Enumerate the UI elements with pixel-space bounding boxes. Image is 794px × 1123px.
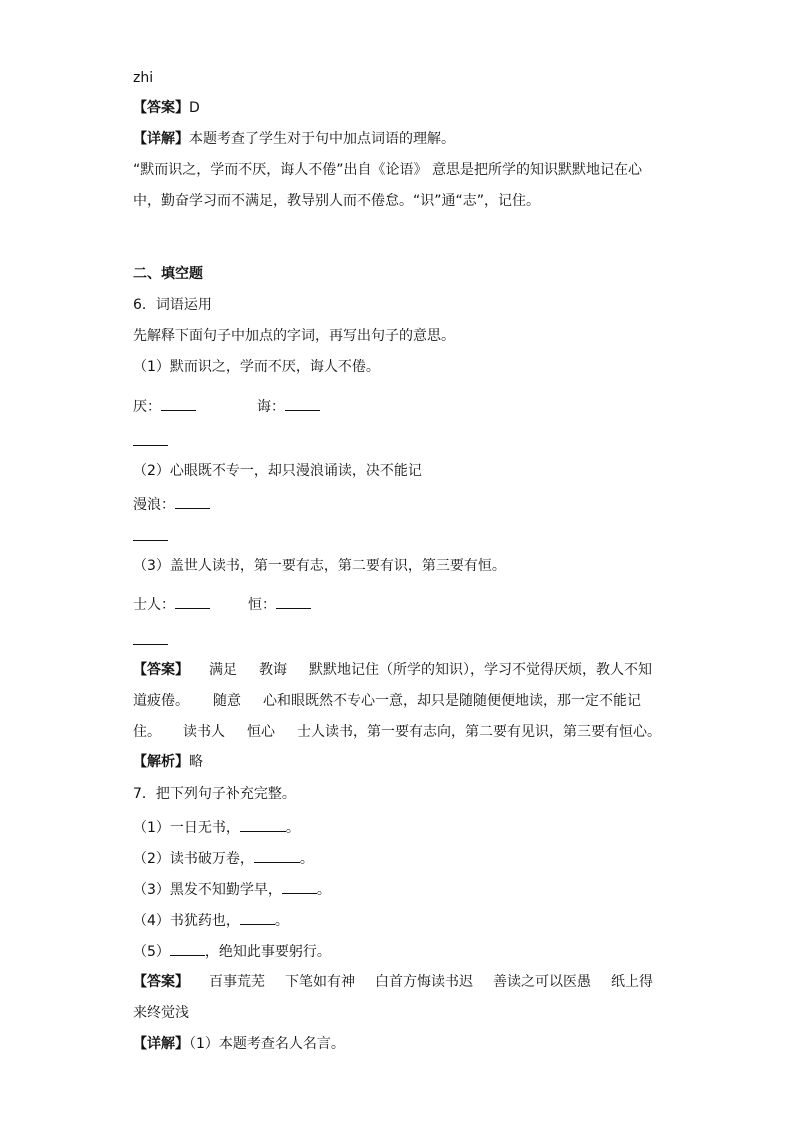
q7-item-text: （3）黑发不知勤学早，: [133, 882, 282, 898]
q6-blanks-1: [133, 395, 320, 417]
answer-line: [133, 98, 200, 118]
q7-item-text: （4）书犹药也，: [133, 913, 240, 929]
period: 。: [274, 913, 289, 929]
blank-label: 诲：: [257, 399, 285, 415]
explanation-line-2: 中，勤奋学习而不满足，教导别人而不倦怠。“识”通“志”，记住。: [133, 193, 541, 209]
q6-sentence-2: （2）心眼既不专一，却只漫浪诵读，决不能记: [133, 463, 422, 479]
q6-sentence-blank-2: [133, 525, 168, 547]
q7-item-4: [133, 909, 289, 931]
answer-label: 【答案】: [133, 100, 189, 116]
answer-item: 善读之可以医愚: [493, 974, 591, 990]
analysis-label: 【解析】: [133, 754, 189, 770]
detail-text: （1）本题考查名人名言。: [189, 1036, 345, 1052]
q6-answer-line-1: [133, 660, 652, 680]
q6-instruction: 先解释下面句子中加点的字词，再写出句子的意思。: [133, 328, 455, 344]
q7-item-text: （1）一日无书，: [133, 820, 240, 836]
q7-item-2: [133, 847, 314, 869]
fill-blank[interactable]: [133, 525, 168, 541]
answer-item: 白首方悔读书迟: [375, 974, 473, 990]
q6-blanks-3: [133, 593, 311, 615]
fill-blank[interactable]: [133, 430, 168, 446]
fill-blank[interactable]: [285, 395, 320, 411]
period: 。: [316, 882, 331, 898]
fill-blank[interactable]: [254, 847, 300, 863]
q6-title: 6．词语运用: [133, 297, 212, 313]
blank-label: 厌：: [133, 399, 161, 415]
q6-analysis-line: [133, 752, 203, 772]
blank-label: 恒：: [248, 597, 276, 613]
answer-label: 【答案】: [133, 662, 189, 678]
fill-blank[interactable]: [161, 395, 196, 411]
answer-item: 住。: [133, 724, 161, 740]
answer-item: 教诲: [259, 662, 287, 678]
q7-item-1: [133, 816, 300, 838]
q7-item-text: ，绝知此事要躬行。: [204, 944, 331, 960]
q7-item-text: （2）读书破万卷，: [133, 851, 254, 867]
q7-detail-line: [133, 1034, 345, 1054]
q6-sentence-blank-1: [133, 430, 168, 452]
detail-line: [133, 129, 455, 149]
detail-label: 【详解】: [133, 131, 189, 147]
detail-label: 【详解】: [133, 1036, 189, 1052]
answer-item: 士人读书，第一要有志向，第二要有见识，第三要有恒心。: [297, 724, 661, 740]
fill-blank[interactable]: [175, 493, 210, 509]
answer-item: 百事荒芜: [209, 974, 265, 990]
blank-label: 漫浪：: [133, 497, 175, 513]
q7-item-text: （5）: [133, 944, 170, 960]
answer-label: 【答案】: [133, 974, 189, 990]
fill-blank[interactable]: [240, 816, 286, 832]
q7-answer-line-2: 来终觉浅: [133, 1005, 189, 1021]
q6-sentence-3: （3）盖世人读书，第一要有志，第二要有识，第三要有恒。: [133, 558, 506, 574]
q6-blanks-2: [133, 493, 210, 515]
answer-item: 恒心: [247, 724, 275, 740]
fill-blank[interactable]: [133, 629, 168, 645]
explanation-line-1: “默而识之，学而不厌，诲人不倦”出自《论语》 意思是把所学的知识默默地记在心: [133, 162, 642, 178]
answer-item: 心和眼既然不专心一意，却只是随随便便地读，那一定不能记: [263, 693, 641, 709]
answer-value: D: [189, 100, 200, 116]
answer-item: 满足: [209, 662, 237, 678]
fill-blank[interactable]: [170, 940, 205, 956]
q7-item-5: [133, 940, 331, 962]
answer-item: 默默地记住（所学的知识），学习不觉得厌烦，教人不知: [309, 662, 652, 678]
pinyin-text: zhi: [133, 70, 154, 86]
blank-label: 士人：: [133, 597, 175, 613]
answer-item: 下笔如有神: [285, 974, 355, 990]
answer-item: 纸上得: [611, 974, 653, 990]
fill-blank[interactable]: [240, 909, 275, 925]
q6-answer-line-2: [133, 691, 641, 711]
q6-answer-line-3: [133, 722, 661, 742]
answer-item: 随意: [213, 693, 241, 709]
q7-title: 7．把下列句子补充完整。: [133, 786, 296, 802]
q6-sentence-blank-3: [133, 629, 168, 651]
answer-item: 道疲倦。: [133, 693, 189, 709]
fill-blank[interactable]: [175, 593, 210, 609]
period: 。: [299, 851, 314, 867]
q7-item-3: [133, 878, 331, 900]
period: 。: [285, 820, 300, 836]
q7-answer-line-1: [133, 972, 653, 992]
fill-blank[interactable]: [282, 878, 317, 894]
q6-sentence-1: （1）默而识之，学而不厌，诲人不倦。: [133, 359, 380, 375]
fill-blank[interactable]: [276, 593, 311, 609]
analysis-text: 略: [189, 754, 203, 770]
section-heading: 二、填空题: [133, 266, 203, 282]
answer-item: 读书人: [183, 724, 225, 740]
detail-text: 本题考查了学生对于句中加点词语的理解。: [189, 131, 455, 147]
